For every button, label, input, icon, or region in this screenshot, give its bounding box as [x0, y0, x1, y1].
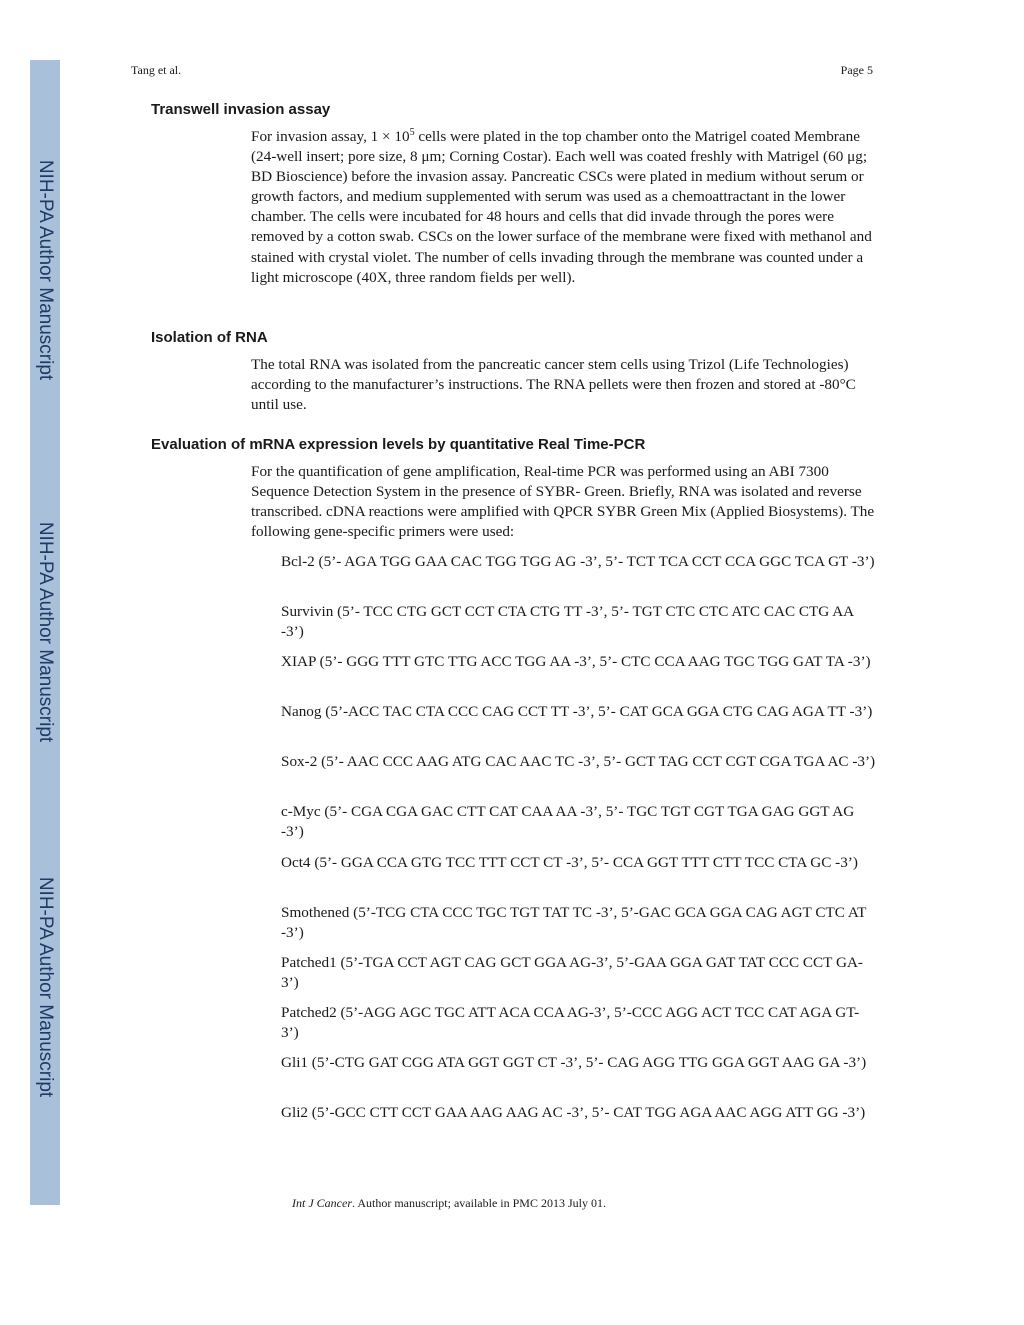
primer-item: Gli1 (5’-CTG GAT CGG ATA GGT GGT CT -3’, 5’- CAG AGG TTG GGA GGT AAG GA -3’) [281, 1054, 867, 1071]
footer-citation: Int J Cancer. Author manuscript; available in PMC 2013 July 01. [292, 1196, 606, 1210]
section-title-rna: Isolation of RNA [151, 329, 268, 346]
header-authors: Tang et al. [131, 63, 182, 77]
primer-item: XIAP (5’- GGG TTT GTC TTG ACC TGG AA -3’, 5’- CTC CCA AAG TGC TGG GAT TA -3’) [281, 653, 871, 670]
primer-item: Smothened (5’-TCG CTA CCC TGC TGT TAT TC -3’, 5’-GAC GCA GGA CAG AGT CTC AT -3’) [281, 904, 867, 942]
primer-item: c-Myc (5’- CGA CGA GAC CTT CAT CAA AA -3’, 5’- TGC TGT CGT TGA GAG GGT AG -3’) [281, 803, 855, 841]
header-page-number: Page 5 [840, 63, 873, 77]
primer-item: Oct4 (5’- GGA CCA GTG TCC TTT CCT CT -3’, 5’- CCA GGT TTT CTT TCC CTA GC -3’) [281, 854, 858, 871]
primer-item: Patched2 (5’-AGG AGC TGC ATT ACA CCA AG-3’, 5’-CCC AGG ACT TCC CAT AGA GT-3’) [281, 1004, 860, 1042]
sidebar-label: NIH-PA Author Manuscript [35, 876, 57, 1098]
section-title-pcr: Evaluation of mRNA expression levels by quantitative Real Time-PCR [151, 436, 646, 453]
primer-item: Gli2 (5’-GCC CTT CCT GAA AAG AAG AC -3’, 5’- CAT TGG AGA AAC AGG ATT GG -3’) [281, 1104, 866, 1121]
primer-item: Bcl-2 (5’- AGA TGG GAA CAC TGG TGG AG -3’, 5’- TCT TCA CCT CCA GGC TCA GT -3’) [281, 553, 875, 570]
paragraph-pcr: For the quantification of gene amplification, Real-time PCR was performed using an ABI 7300 Sequence Detection System in the presence of SYBR- Green. Briefly, RNA was isolated and reverse transcribed. cDNA reactions were amplified with QPCR SYBR Green Mix (Applied Biosystems). The following gene-specific primers were used: [251, 463, 875, 541]
paragraph-transwell: For invasion assay, $1 \times 10^5$ cells were plated in the top chamber onto the Matrigel coated Membrane (24-well insert; pore size, 8 μm; Corning Costar). Each well was coated freshly with Matrigel (60 μg; BD Bioscience) before the invasion assay. Pancreatic CSCs were plated in medium without serum or growth factors, and medium supplemented with serum was used as a chemoattractant in the lower chamber. The cells were incubated for 48 hours and cells that did invade through the pores were removed by a cotton swab. CSCs on the lower surface of the membrane were fixed with methanol and stained with crystal violet. The number of cells invading through the membrane was counted under a light microscope (40X, three random fields per well). [251, 127, 872, 286]
primer-item: Patched1 (5’-TGA CCT AGT CAG GCT GGA AG-3’, 5’-GAA GGA GAT TAT CCC CCT GA-3’) [281, 954, 863, 992]
sidebar-label: NIH-PA Author Manuscript [35, 159, 57, 381]
sidebar-label: NIH-PA Author Manuscript [35, 521, 57, 743]
primer-item: Sox-2 (5’- AAC CCC AAG ATG CAC AAC TC -3’, 5’- GCT TAG CCT CGT CGA TGA AC -3’) [281, 753, 876, 770]
paragraph-rna: The total RNA was isolated from the pancreatic cancer stem cells using Trizol (Life Technologies) according to the manufacturer’s instructions. The RNA pellets were then frozen and stored at -80°C until use. [251, 356, 856, 414]
primer-item: Nanog (5’-ACC TAC CTA CCC CAG CCT TT -3’, 5’- CAT GCA GGA CTG CAG AGA TT -3’) [281, 703, 873, 720]
primer-item: Survivin (5’- TCC CTG GCT CCT CTA CTG TT -3’, 5’- TGT CTC CTC ATC CAC CTG AA -3’) [281, 603, 854, 641]
section-title-transwell: Transwell invasion assay [151, 101, 331, 118]
